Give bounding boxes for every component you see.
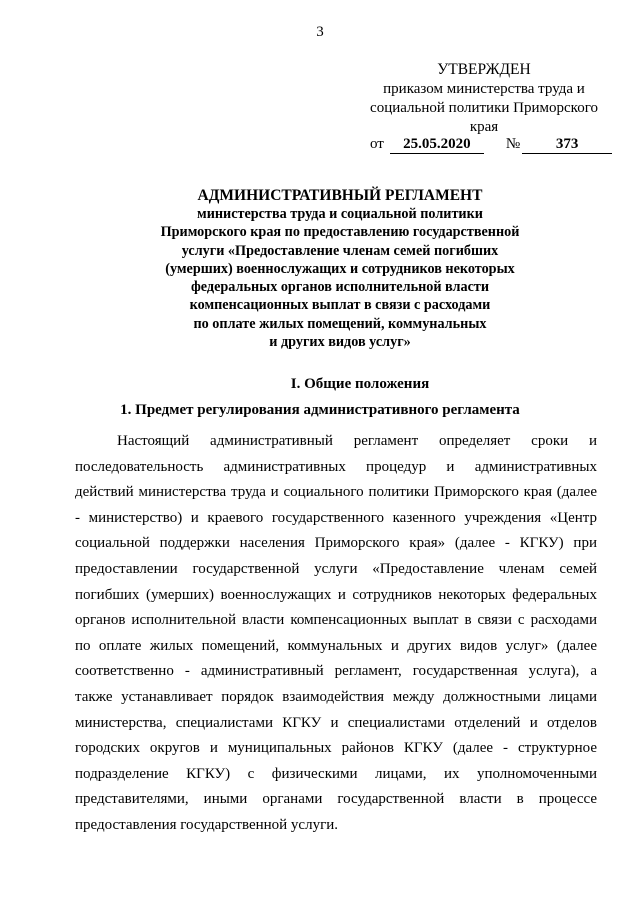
paragraph-line: также устанавливает порядок взаимодействия между должностными лицами: [75, 688, 597, 705]
title-line: и других видов услуг»: [269, 334, 411, 351]
title-line: компенсационных выплат в связи с расходами: [189, 297, 491, 314]
number-sign: №: [505, 136, 521, 152]
paragraph-line: городских округов и муниципальных районов КГКУ (далее - структурное: [75, 740, 597, 757]
approval-block: [352, 60, 616, 137]
title-line: услуги «Предоставление членам семей погибших: [181, 242, 499, 259]
approved-label: УТВЕРЖДЕН: [437, 61, 531, 78]
paragraph-line: по оплате жилых помещений, коммунальных и других видов услуг» (далее: [75, 637, 597, 654]
paragraph-line: соответственно - административный регламент, государственная услуга), а: [75, 663, 597, 680]
paragraph-line: погибших (умерших) военнослужащих и сотрудников некоторых федеральных: [75, 586, 597, 603]
approval-line: приказом министерства труда и: [383, 81, 585, 97]
paragraph-line: действий министерства труда и социального политики Приморского края (далее: [75, 484, 597, 501]
paragraph-line: социальной поддержки населения Приморского края» (далее - КГКУ) при: [75, 535, 597, 552]
title-line: по оплате жилых помещений, коммунальных: [193, 315, 487, 332]
regulation-title: [60, 186, 620, 351]
title-line: (умерших) военнослужащих и сотрудников некоторых: [165, 260, 515, 277]
approval-line: края: [469, 119, 499, 135]
title-line: Приморского края по предоставлению государственной: [160, 224, 520, 241]
regulation-heading: АДМИНИСТРАТИВНЫЙ РЕГЛАМЕНТ: [197, 187, 483, 204]
paragraph-line: подразделение КГКУ) с физическими лицами, их уполномоченными: [75, 765, 597, 782]
paragraph-line: - министерство) и краевого государственного казенного учреждения «Центр: [75, 509, 597, 526]
paragraph-line: предоставлении государственной услуги «Предоставление членам семей: [75, 560, 597, 577]
order-reference: [370, 136, 612, 154]
title-line: министерства труда и социальной политики: [197, 206, 483, 222]
paragraph-line: органов исполнительной власти компенсационных выплат в связи с расходами: [75, 612, 597, 629]
title-line: федеральных органов исполнительной власти: [190, 279, 490, 296]
paragraph-line: последовательность административных процедур и административных: [75, 458, 597, 475]
date-prefix: от: [370, 136, 384, 152]
page-number: 3: [316, 24, 324, 40]
subsection-title: 1. Предмет регулирования административного регламента: [120, 402, 520, 418]
section-title: I. Общие положения: [290, 376, 430, 392]
order-date: 25.05.2020: [390, 136, 484, 154]
paragraph-line: предоставления государственной услуги.: [75, 816, 339, 833]
paragraph-line: министерства, специалистами КГКУ и специалистами отделений и отделов: [75, 714, 597, 731]
paragraph-line: представителями, иными органами государственной власти в процессе: [75, 791, 597, 808]
paragraph-line: Настоящий административный регламент определяет сроки и: [117, 433, 597, 449]
approval-line: социальной политики Приморского: [370, 100, 598, 116]
body-paragraph: [75, 429, 597, 839]
order-number: 373: [522, 136, 612, 154]
